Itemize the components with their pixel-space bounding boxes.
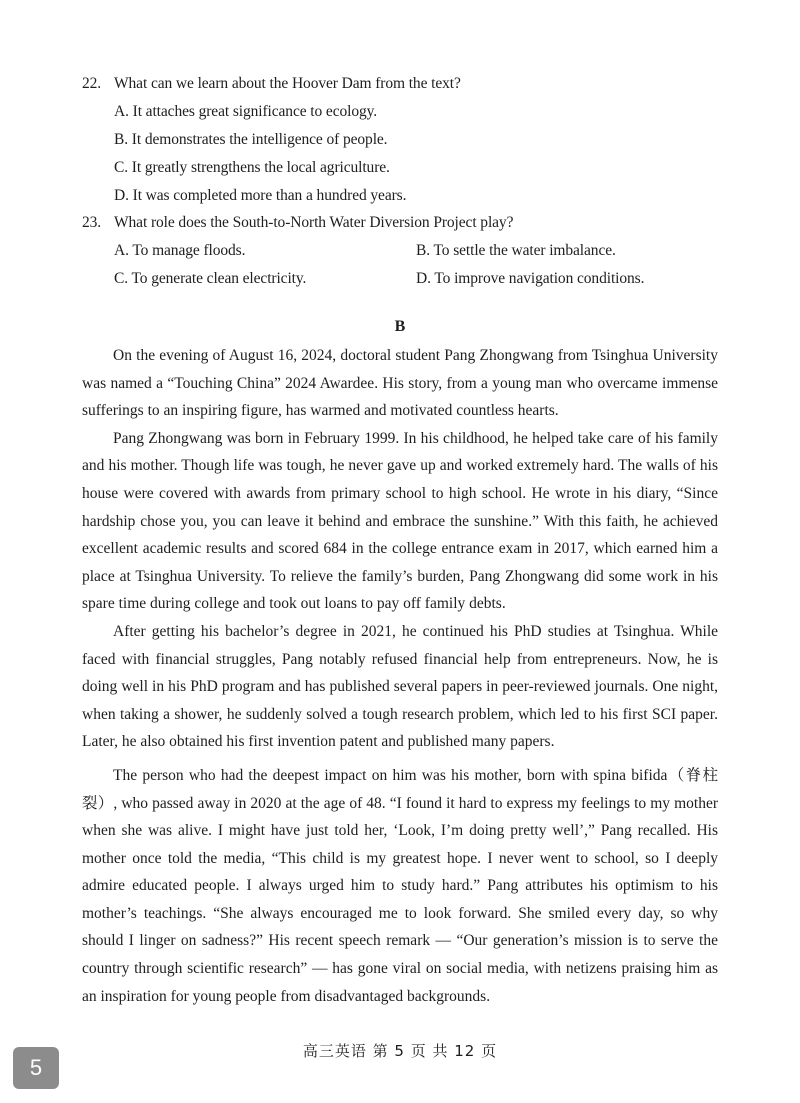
question-22-option-d: D. It was completed more than a hundred years. <box>114 187 407 204</box>
question-number: 22. <box>82 75 102 92</box>
page-footer: 高三英语 第 5 页 共 12 页 <box>302 1042 498 1060</box>
question-number: 23. <box>82 214 102 231</box>
passage-paragraph-1: On the evening of August 16, 2024, doctoral student Pang Zhongwang from Tsinghua University was named a “Touching China” 2024 Awardee. His story, from a young man who overcame immense sufferings to an inspiring figure, has warmed and motivated countless hearts. <box>82 347 718 420</box>
question-22-option-a: A. It attaches great significance to ecology. <box>114 103 378 120</box>
passage-paragraph-3: After getting his bachelor’s degree in 2021, he continued his PhD studies at Tsinghua. While faced with financial struggles, Pang notably refused financial help from entrepreneurs. Now, he is doing well in his PhD program and has published several papers in peer-reviewed journals. One night, when taking a shower, he suddenly solved a tough research problem, which led to his first SCI paper. Later, he also obtained his first invention patent and published many papers. <box>82 622 718 751</box>
question-text: What role does the South-to-North Water Diversion Project play? <box>114 214 514 231</box>
question-22-stem <box>82 75 461 93</box>
page-number-badge: 5 <box>13 1047 59 1089</box>
question-23-option-a: A. To manage floods. <box>114 242 246 259</box>
passage-paragraph-2: Pang Zhongwang was born in February 1999. In his childhood, he helped take care of his family and his mother. Though life was tough, he never gave up and worked extremely hard. The walls of his house were covered with awards from primary school to high school. He wrote in his diary, “Since hardship chose you, you can leave it behind and embrace the sunshine.” With this faith, he achieved excellent academic results and scored 684 in the college entrance exam in 2017, which earned him a place at Tsinghua University. To relieve the family’s burden, Pang Zhongwang did some work in his spare time during college and took out loans to pay off family debts. <box>82 429 718 613</box>
question-text: What can we learn about the Hoover Dam from the text? <box>114 75 461 92</box>
question-23-option-d: D. To improve navigation conditions. <box>416 270 645 287</box>
passage-paragraph-4: The person who had the deepest impact on him was his mother, born with spina bifida（脊柱裂）, who passed away in 2020 at the age of 48. “I found it hard to express my feelings to my mother when she was alive. I might have just told her, ‘Look, I’m doing pretty well’,” Pang recalled. His mother once told the media, “This child is my greatest hope. I never went to school, so I deeply admire educated people. I always urged him to study hard.” Pang attributes his optimism to his mother’s teachings. “She always encouraged me to look forward. She smiled every day, so why should I linger on sadness?” His recent speech remark — “Our generation’s mission is to serve the country through scientific research” — has gone viral on social media, with netizens praising him as an inspiration for young people from disadvantaged backgrounds. <box>82 766 718 1005</box>
question-23-option-c: C. To generate clean electricity. <box>114 270 307 287</box>
question-22-option-c: C. It greatly strengthens the local agriculture. <box>114 159 390 176</box>
question-23-stem <box>82 214 513 232</box>
section-title: B <box>394 318 406 335</box>
question-23-option-b: B. To settle the water imbalance. <box>416 242 616 259</box>
reading-passage <box>82 342 718 1010</box>
question-22-option-b: B. It demonstrates the intelligence of people. <box>114 131 388 148</box>
